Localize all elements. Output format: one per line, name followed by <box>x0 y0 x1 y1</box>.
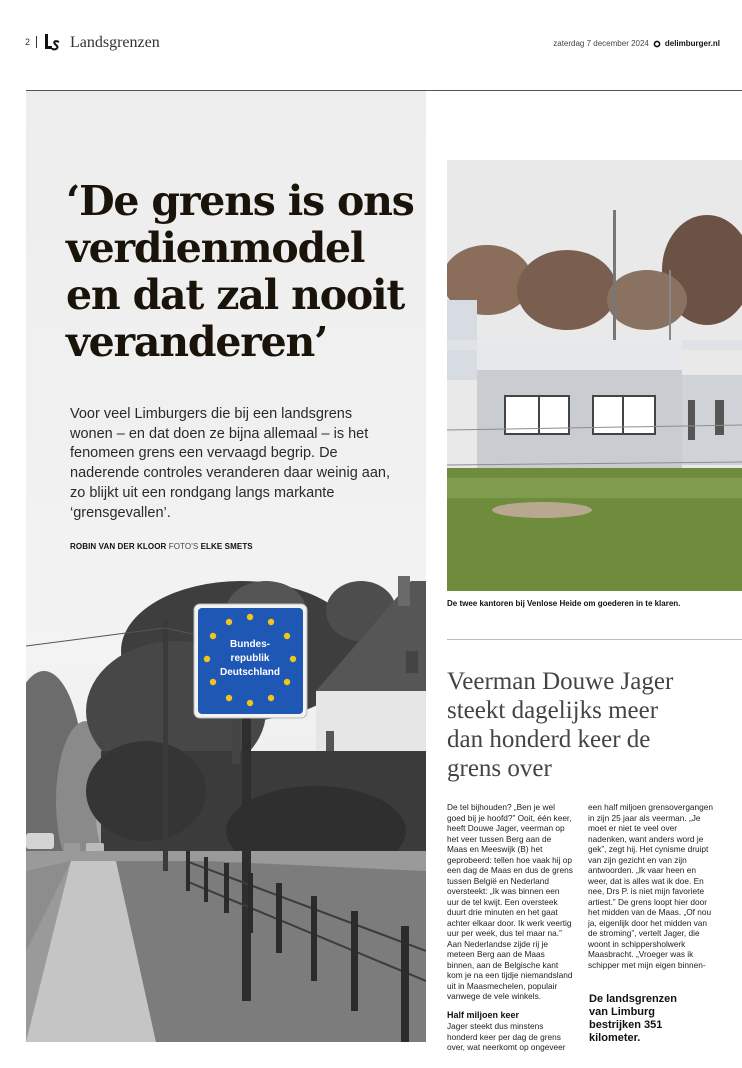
paragraph: Jager steekt dus minstens honderd keer per dag de grens over, wat neerkomt op ongeveer <box>447 1021 566 1052</box>
website-link[interactable]: delimburger.nl <box>664 39 720 48</box>
photo-caption: De twee kantoren bij Venlose Heide om goederen in te klaren. <box>447 599 681 608</box>
header-divider <box>36 36 37 48</box>
author: ROBIN VAN DER KLOOR <box>70 542 167 551</box>
issue-date: zaterdag 7 december 2024 <box>553 39 649 48</box>
byline <box>70 542 253 551</box>
photographer: ELKE SMETS <box>200 542 253 551</box>
fotos-label: FOTO'S <box>168 542 199 551</box>
customs-office-photo <box>447 160 742 591</box>
sub-article-column-2 <box>588 802 714 970</box>
paragraph: De tel bijhouden? „Ben je wel goed bij je hoofd?” Ooit, één keer, heeft Douwe Jager, veerman op het veer tussen Berg aan de Maas en Meeswijk (B) het geprobeerd: tellen hoe vaak hij op een dag de Maas en dus de grens tussen België en Nederland oversteekt: „Ik was binnen een uur de tel kwijt. Een oversteek duurt drie minuten en het gaat achter elkaar door. Ik werk veertig uur per week, dus tel maar na.” Aan Nederlandse zijde rij je meteen Berg aan de Maas binnen, aan de Belgische kant kom je na een tijdje niemandsland uit in Maasmechelen, populair vanwege de vele winkels. <box>447 802 573 1001</box>
section-title: Landsgrenzen <box>70 34 160 51</box>
newspaper-logo-icon <box>42 33 62 51</box>
sub-article-headline: Veerman Douwe Jager steekt dagelijks meer dan honderd keer de grens over <box>447 668 674 782</box>
sign-text-2: republik <box>230 653 270 664</box>
fact-box: De landsgrenzen van Limburg bestrijken 351 kilometer. <box>589 993 678 1044</box>
sub-article-column-1 <box>447 802 573 1053</box>
page-number: 2 <box>25 37 31 47</box>
paragraph: een half miljoen grensovergangen in zijn 25 jaar als veerman. „Je moet er niet te veel over nadenken, want anders word je gek”, zegt hij. Het cynisme druipt van zijn gezicht en van zijn antwoorden. „Ik vaar heen en weer, dat is alles wat ik doe. En nee, Drs P. is niet mijn favoriete artiest.” De grens loopt hier door het midden van de Maas. „Of nou ja, eigenlijk door het midden van de stroming”, vertelt Jager, die woont in schippersholwerk Maasbracht. „Vroeger was ik schipper met mijn eigen binnen- <box>588 802 714 970</box>
column-rule <box>447 639 742 640</box>
gear-bullet-icon <box>653 40 661 48</box>
sign-text-3: Deutschland <box>219 667 281 678</box>
article-headline: ‘De grens is ons verdienmodel en dat zal nooit veranderen’ <box>66 177 414 366</box>
header-meta <box>553 39 720 48</box>
article-intro: Voor veel Limburgers die bij een landsgrens wonen – en dat doen ze bijna allemaal – is het fenomeen grens een vervaagd begrip. De naderende controles veranderen daar weinig aan, zo blijkt uit een rondgang langs markante ‘grensgevallen’. <box>70 406 391 521</box>
sign-text-1: Bundes- <box>230 639 270 650</box>
subheading: Half miljoen keer <box>447 1009 520 1020</box>
